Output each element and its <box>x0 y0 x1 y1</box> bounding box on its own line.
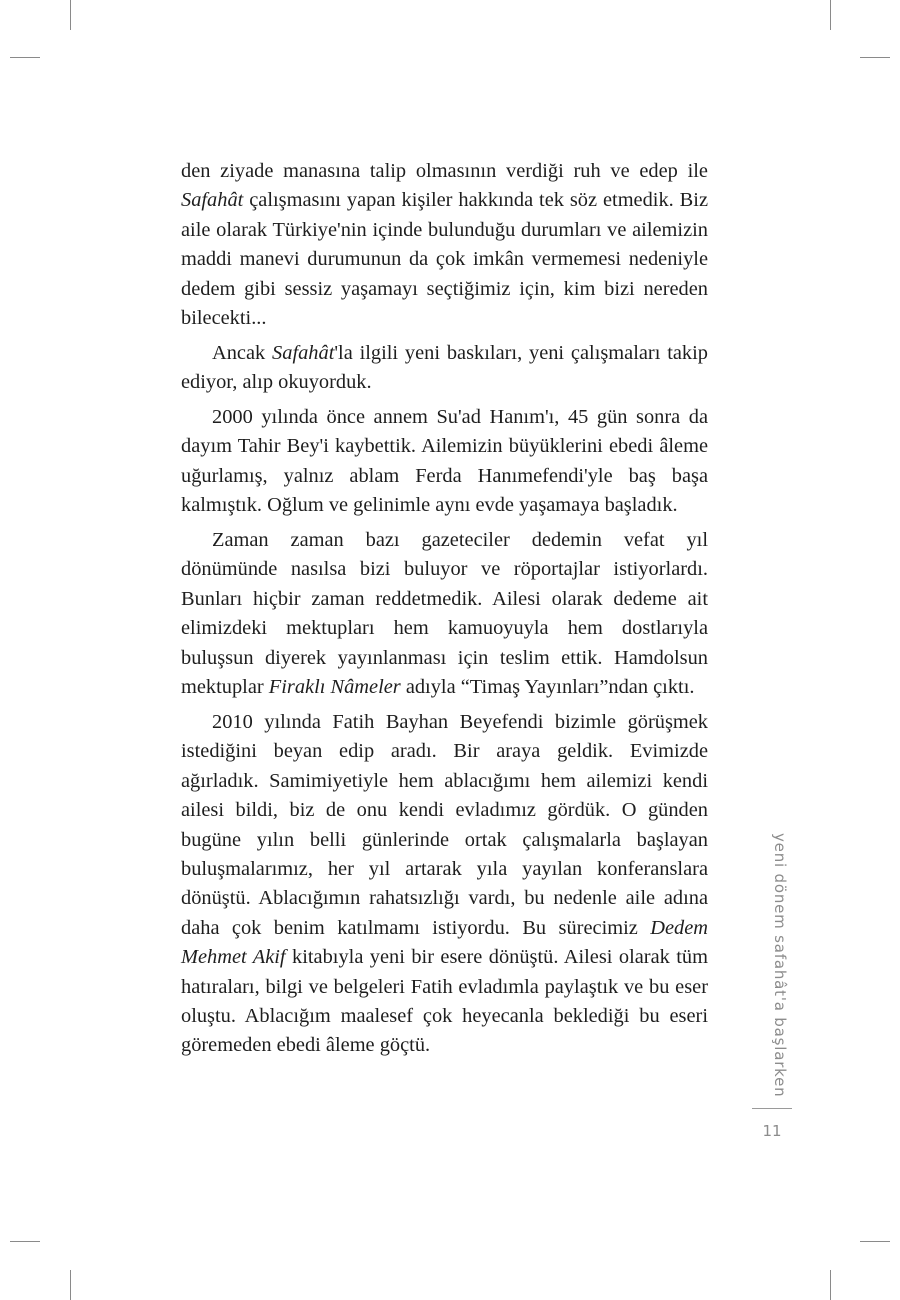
book-title-firakli-nameler: Firaklı Nâmeler <box>268 676 401 699</box>
book-title-dedem-mehmet-akif: Dedem Mehmet Akif <box>181 916 708 969</box>
crop-mark-top-right <box>830 0 831 30</box>
page-body <box>181 157 708 1066</box>
text-run: 'la ilgili yeni baskıları, yeni çalışmaları takip ediyor, alıp okuyorduk. <box>181 341 708 394</box>
folio-divider <box>752 1108 792 1109</box>
text-run: den ziyade manasına talip olmasının verdiği ruh ve edep ile <box>181 160 708 182</box>
paragraph-1 <box>181 157 708 333</box>
crop-mark-left-top <box>10 57 40 58</box>
text-run: kitabıyla yeni bir esere dönüştü. Ailesi olarak tüm hatıraları, bilgi ve belgeleri Fatih evladımla paylaştık ve bu eser oluştu. Ablacığım maalesef çok heyecanla beklediği bu eseri göremeden ebedi âleme göçtü. <box>181 946 708 1057</box>
crop-mark-right-top <box>860 57 890 58</box>
paragraph-2 <box>181 339 708 398</box>
crop-mark-top-left <box>70 0 71 30</box>
crop-mark-left-bottom <box>10 1241 40 1242</box>
book-title-safahat: Safahât <box>272 341 335 364</box>
text-run: çalışmasını yapan kişiler hakkında tek söz etmedik. Biz aile olarak Türkiye'nin içinde bulunduğu durumları ve ailemizin maddi manevi durumunun da çok imkân vermemesi nedeniyle dedem gibi sessiz yaşamayı seçtiğimiz için, kim bizi nereden bilecekti... <box>181 189 708 330</box>
crop-mark-right-bottom <box>860 1241 890 1242</box>
page-number: 11 <box>762 1122 782 1140</box>
running-head: yeni dönem safahât'a başlarken <box>771 833 789 1098</box>
paragraph-3 <box>181 403 708 521</box>
text-run: adıyla “Timaş Yayınları”ndan çıktı. <box>400 676 695 699</box>
book-title-safahat: Safahât <box>181 189 244 212</box>
text-run: 2000 yılında önce annem Su'ad Hanım'ı, 45 gün sonra da dayım Tahir Bey'i kaybettik. Ailemizin büyüklerini ebedi âleme uğurlamış, yalnız ablam Ferda Hanımefendi'yle baş başa kalmıştık. Oğlum ve gelinimle aynı evde yaşamaya başladık. <box>181 406 708 517</box>
paragraph-5 <box>181 708 708 1061</box>
text-run: Zaman zaman bazı gazeteciler dedemin vefat yıl dönümünde nasılsa bizi buluyor ve röportajlar istiyorlardı. Bunları hiçbir zaman reddetmedik. Ailesi olarak dedeme ait elimizdeki mektupları hem kamuoyuyla hem dostlarıyla buluşsun diyerek yayınlanması için teslim ettik. Hamdolsun mektuplar <box>181 529 708 699</box>
crop-mark-bottom-left <box>70 1270 71 1300</box>
crop-mark-bottom-right <box>830 1270 831 1300</box>
paragraph-4 <box>181 526 708 702</box>
text-run: 2010 yılında Fatih Bayhan Beyefendi bizimle görüşmek istediğini beyan edip aradı. Bir araya geldik. Evimizde ağırladık. Samimiyetiyle hem ablacığımı hem ailemizi kendi ailesi bildi, biz de onu kendi evladımız gördük. O günden bugüne yılın belli günlerinde ortak çalışmalarla başlayan buluşmalarımız, her yıl artarak yıla yayılan konferanslara dönüştü. Ablacığımın rahatsızlığı vardı, bu nedenle aile adına daha çok benim katılmamı istiyordu. Bu sürecimiz <box>181 710 708 939</box>
text-run: Ancak <box>212 341 273 364</box>
